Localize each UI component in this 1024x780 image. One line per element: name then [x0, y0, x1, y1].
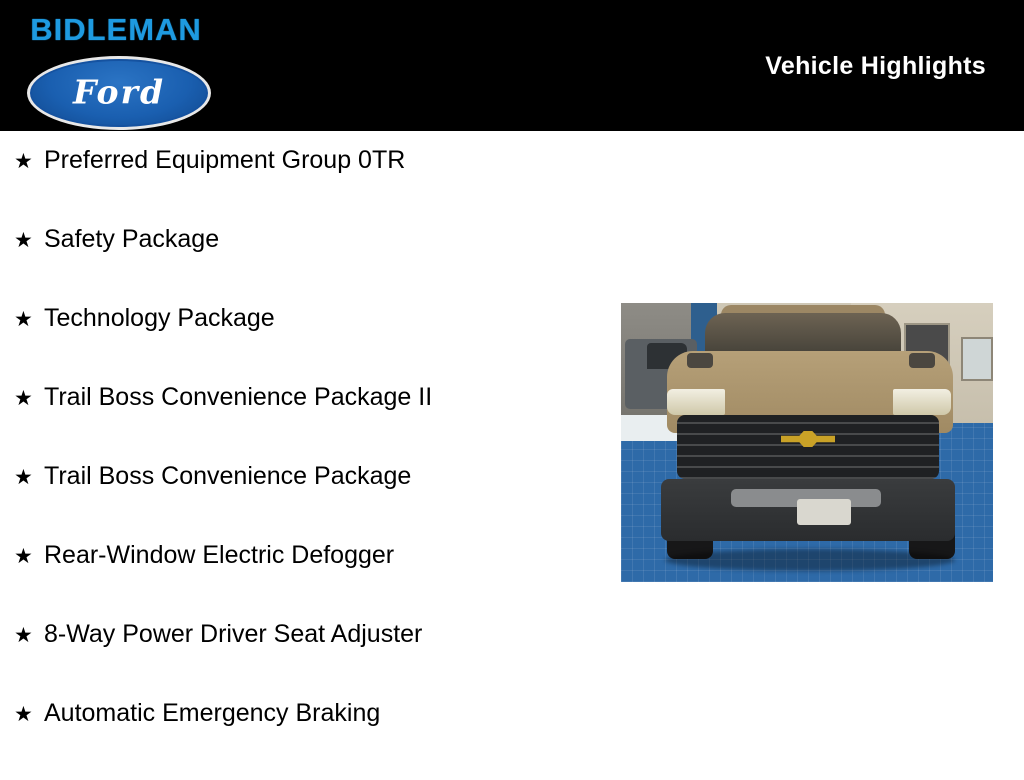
list-item	[0, 306, 600, 385]
dealer-name-text: BIDLEMAN	[30, 12, 202, 47]
highlight-label: Trail Boss Convenience Package	[44, 462, 412, 490]
list-item	[0, 385, 600, 464]
highlight-label: 8-Way Power Driver Seat Adjuster	[44, 620, 423, 648]
star-icon: ★	[14, 150, 33, 173]
list-item	[0, 227, 600, 306]
page-title: Vehicle Highlights	[765, 52, 986, 80]
page-header	[0, 0, 1024, 131]
photo-right-mirror	[909, 353, 935, 368]
photo-left-headlight	[667, 389, 725, 415]
vehicle-highlights-list	[0, 148, 600, 780]
list-item	[0, 622, 600, 701]
star-icon: ★	[14, 703, 33, 726]
list-item	[0, 148, 600, 227]
highlight-label: Preferred Equipment Group 0TR	[44, 146, 406, 174]
photo-window	[961, 337, 993, 381]
photo-left-mirror	[687, 353, 713, 368]
highlight-label: Safety Package	[44, 225, 220, 253]
photo-right-headlight	[893, 389, 951, 415]
star-icon: ★	[14, 466, 33, 489]
star-icon: ★	[14, 545, 33, 568]
star-icon: ★	[14, 308, 33, 331]
star-icon: ★	[14, 624, 33, 647]
ford-brand-text: Ford	[72, 72, 166, 112]
photo-license-plate	[797, 499, 851, 525]
highlight-label: Automatic Emergency Braking	[44, 699, 381, 727]
dealer-logo[interactable]	[16, 12, 216, 122]
photo-shadow	[665, 549, 955, 571]
highlight-label: Trail Boss Convenience Package II	[44, 383, 433, 411]
highlight-label: Technology Package	[44, 304, 275, 332]
list-item	[0, 543, 600, 622]
star-icon: ★	[14, 387, 33, 410]
list-item	[0, 701, 600, 780]
star-icon: ★	[14, 229, 33, 252]
list-item	[0, 464, 600, 543]
highlight-label: Rear-Window Electric Defogger	[44, 541, 395, 569]
photo-grille-bars	[677, 415, 939, 479]
ford-oval-logo	[27, 56, 211, 130]
vehicle-photo	[621, 303, 993, 582]
